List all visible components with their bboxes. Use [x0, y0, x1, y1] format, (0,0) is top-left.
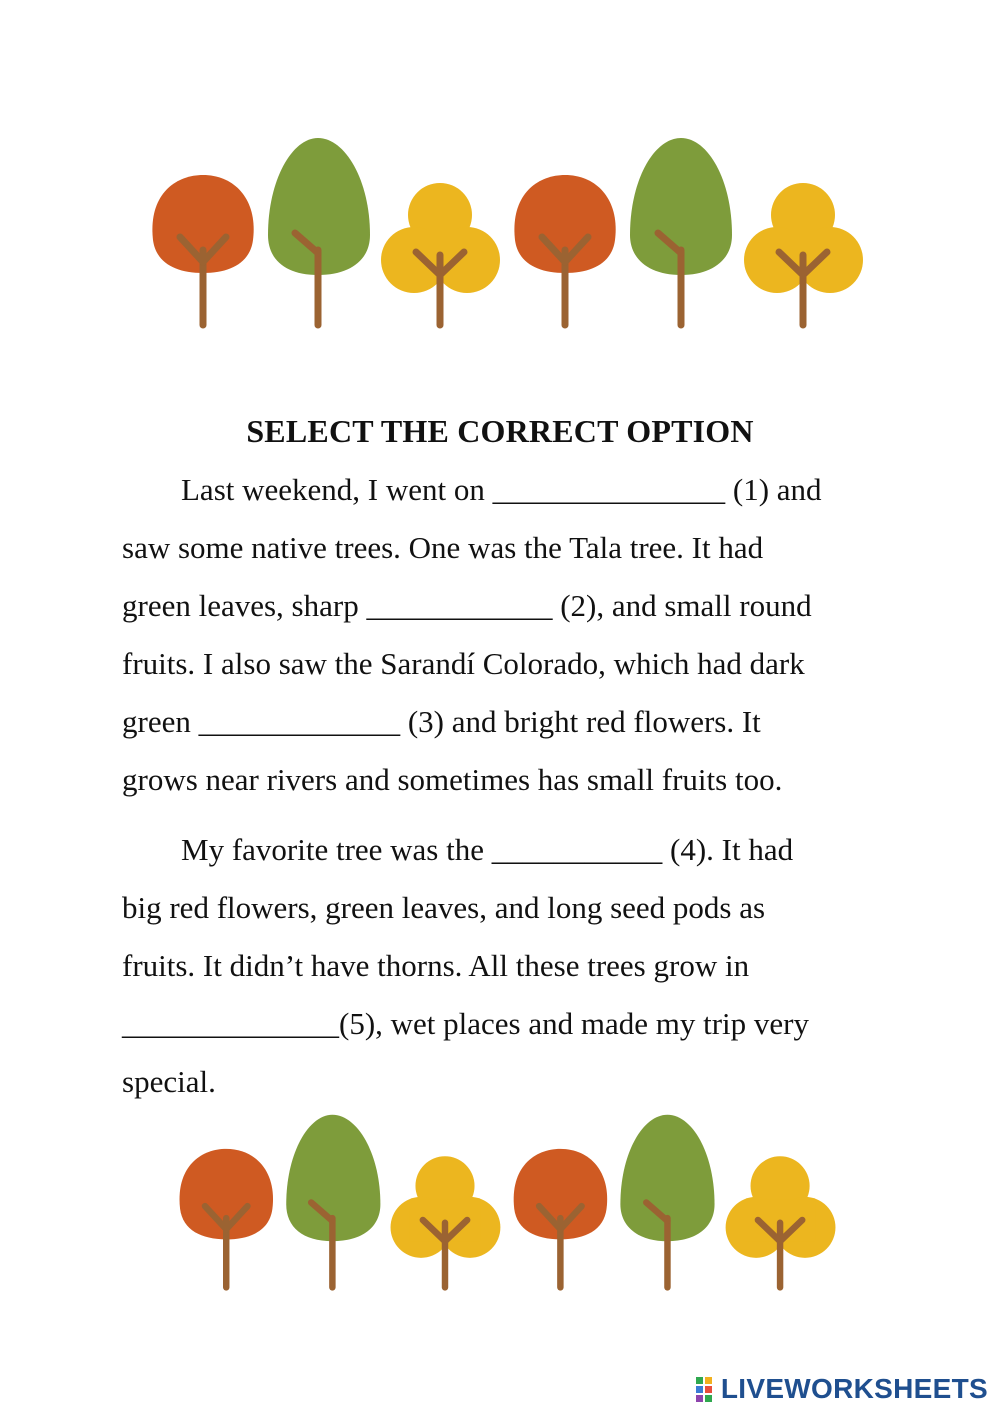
text-line: fruits. I also saw the Sarandí Colorado, which had dark [122, 646, 805, 681]
text-line: grows near rivers and sometimes has small fruits too. [122, 762, 783, 797]
text-line: green _____________ (3) and bright red flowers. It [122, 704, 761, 739]
text-line: saw some native trees. One was the Tala tree. It had [122, 530, 764, 565]
yellow-tree-icon [726, 1156, 836, 1287]
green-tree-icon [286, 1115, 380, 1288]
yellow-tree-icon [381, 183, 500, 325]
yellow-tree-icon [744, 183, 863, 325]
orange-tree-icon [152, 175, 253, 325]
orange-tree-icon [514, 1149, 607, 1287]
orange-tree-icon [514, 175, 615, 325]
logo-text: LIVEWORKSHEETS [720, 1373, 988, 1404]
text-line: big red flowers, green leaves, and long seed pods as [122, 890, 766, 925]
text-line: My favorite tree was the ___________ (4). It had [181, 832, 794, 867]
text-line: special. [122, 1064, 216, 1099]
top-tree-border [140, 135, 870, 330]
green-tree-icon [630, 138, 732, 325]
liveworksheets-logo[interactable] [695, 1373, 988, 1405]
paragraph-1 [122, 461, 882, 809]
liveworksheets-logo-icon [695, 1374, 721, 1404]
text-line: green leaves, sharp ____________ (2), and small round [122, 588, 812, 623]
tree-illustration [140, 135, 870, 330]
paragraph-2 [122, 821, 882, 1111]
green-tree-icon [268, 138, 370, 325]
green-tree-icon [620, 1115, 714, 1288]
bottom-tree-border [140, 1112, 870, 1292]
yellow-tree-icon [391, 1156, 501, 1287]
tree-illustration [140, 1112, 870, 1292]
orange-tree-icon [180, 1149, 273, 1287]
text-line: fruits. It didn’t have thorns. All these trees grow in [122, 948, 750, 983]
text-line: ______________(5), wet places and made my trip very [122, 1006, 809, 1041]
text-line: Last weekend, I went on _______________ (1) and [181, 472, 822, 507]
worksheet-title: SELECT THE CORRECT OPTION [246, 413, 754, 449]
